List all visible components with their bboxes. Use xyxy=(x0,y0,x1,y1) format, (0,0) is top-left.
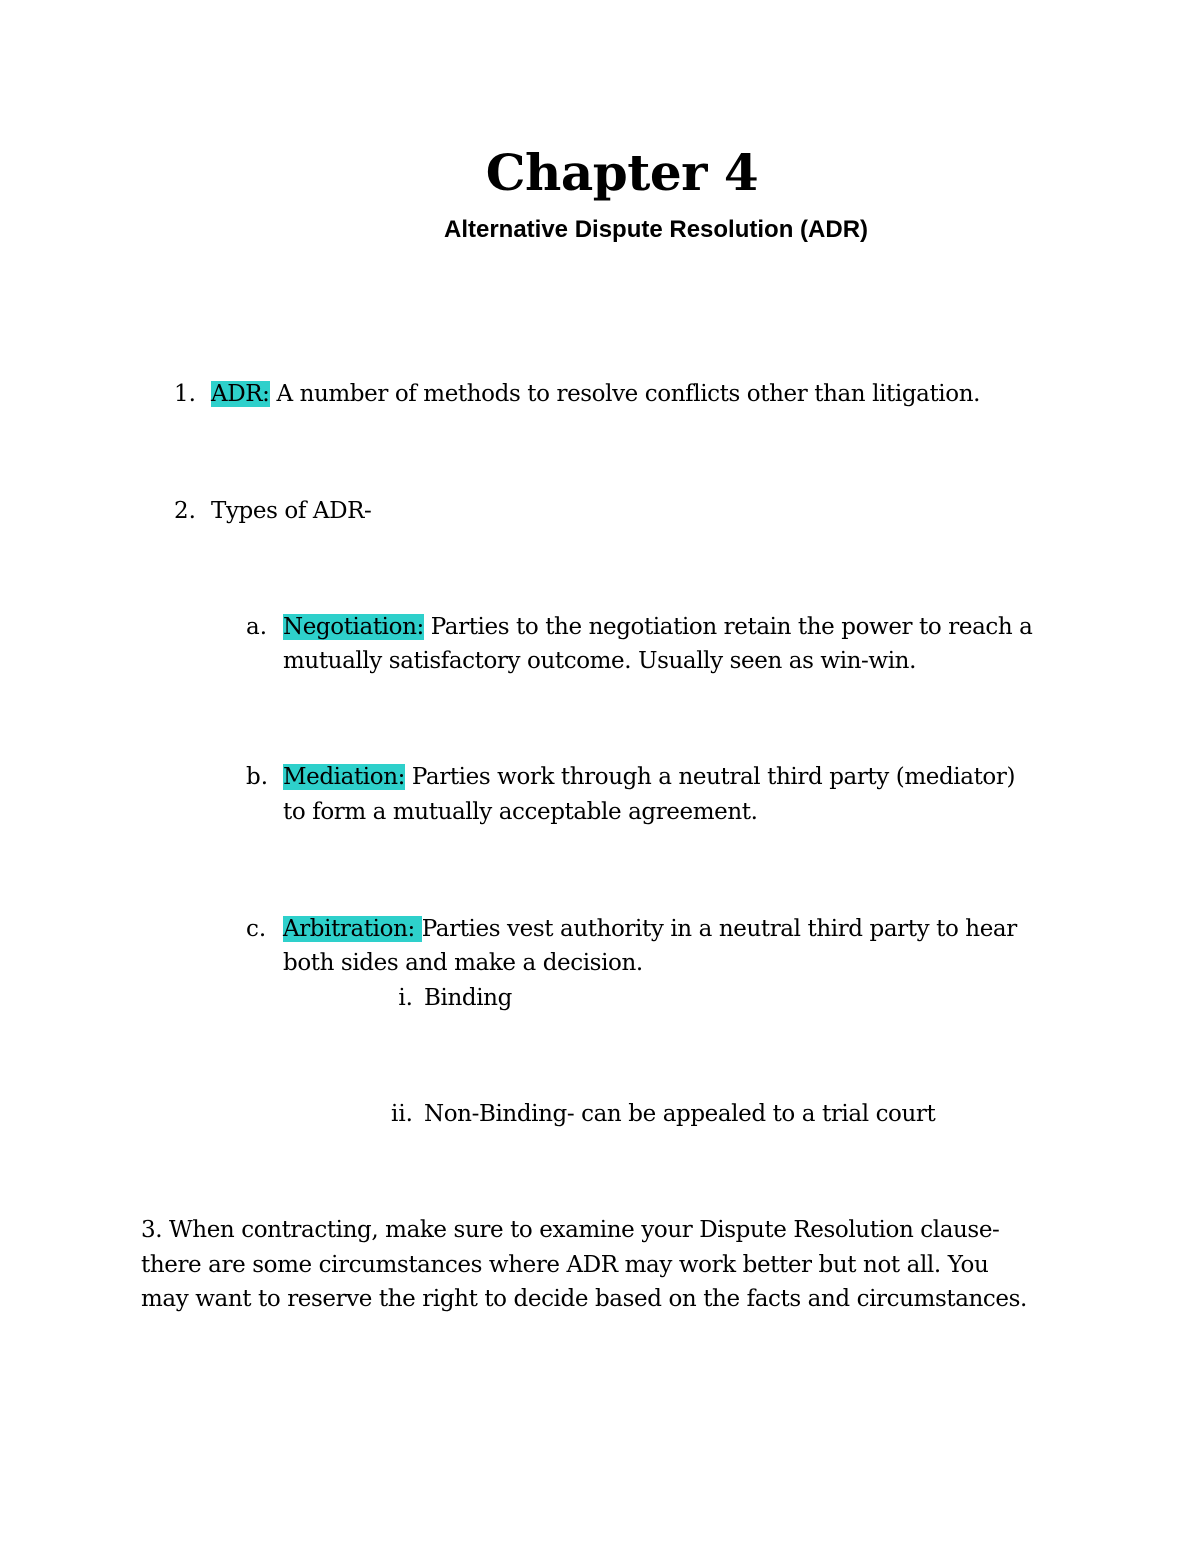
item-1-text xyxy=(211,377,980,412)
item-3-line-1: 3. When contracting, make sure to examine your Dispute Resolution clause- xyxy=(141,1217,1000,1243)
page-subtitle: Alternative Dispute Resolution (ADR) xyxy=(443,216,869,243)
item-a-marker: a. xyxy=(246,614,268,640)
subitem-i-marker: i. xyxy=(398,985,413,1011)
term-arbitration-highlight: Arbitration: xyxy=(283,916,422,942)
page-title: Chapter 4 xyxy=(485,143,759,202)
item-a-line-2: mutually satisfactory outcome. Usually seen as win-win. xyxy=(283,648,916,674)
item-2-marker: 2. xyxy=(174,498,196,524)
item-3-line-2: there are some circumstances where ADR may work better but not all. You xyxy=(141,1252,989,1278)
item-c-line-1 xyxy=(283,912,1017,947)
item-a-definition: Parties to the negotiation retain the power to reach a xyxy=(423,614,1033,640)
item-b-marker: b. xyxy=(246,764,269,790)
subitem-ii-marker: ii. xyxy=(390,1101,413,1127)
item-b-line-1 xyxy=(283,760,1015,795)
term-mediation-highlight: Mediation: xyxy=(283,764,405,790)
term-negotiation-highlight: Negotiation: xyxy=(283,614,424,640)
item-3-line-3: may want to reserve the right to decide based on the facts and circumstances. xyxy=(141,1286,1027,1312)
term-adr-highlight: ADR: xyxy=(211,381,270,407)
item-a-line-1 xyxy=(283,610,1033,645)
item-b-line-2: to form a mutually acceptable agreement. xyxy=(283,799,758,825)
subitem-ii-text: Non-Binding- can be appealed to a trial court xyxy=(424,1101,936,1127)
item-c-definition: Parties vest authority in a neutral third party to hear xyxy=(421,916,1017,942)
item-1-definition: A number of methods to resolve conflicts other than litigation. xyxy=(269,381,981,407)
subitem-i-text: Binding xyxy=(424,985,512,1011)
item-c-marker: c. xyxy=(246,916,267,942)
item-c-line-2: both sides and make a decision. xyxy=(283,950,643,976)
item-b-definition: Parties work through a neutral third party (mediator) xyxy=(404,764,1016,790)
item-2-text: Types of ADR- xyxy=(211,498,372,524)
item-1-marker: 1. xyxy=(174,381,196,407)
